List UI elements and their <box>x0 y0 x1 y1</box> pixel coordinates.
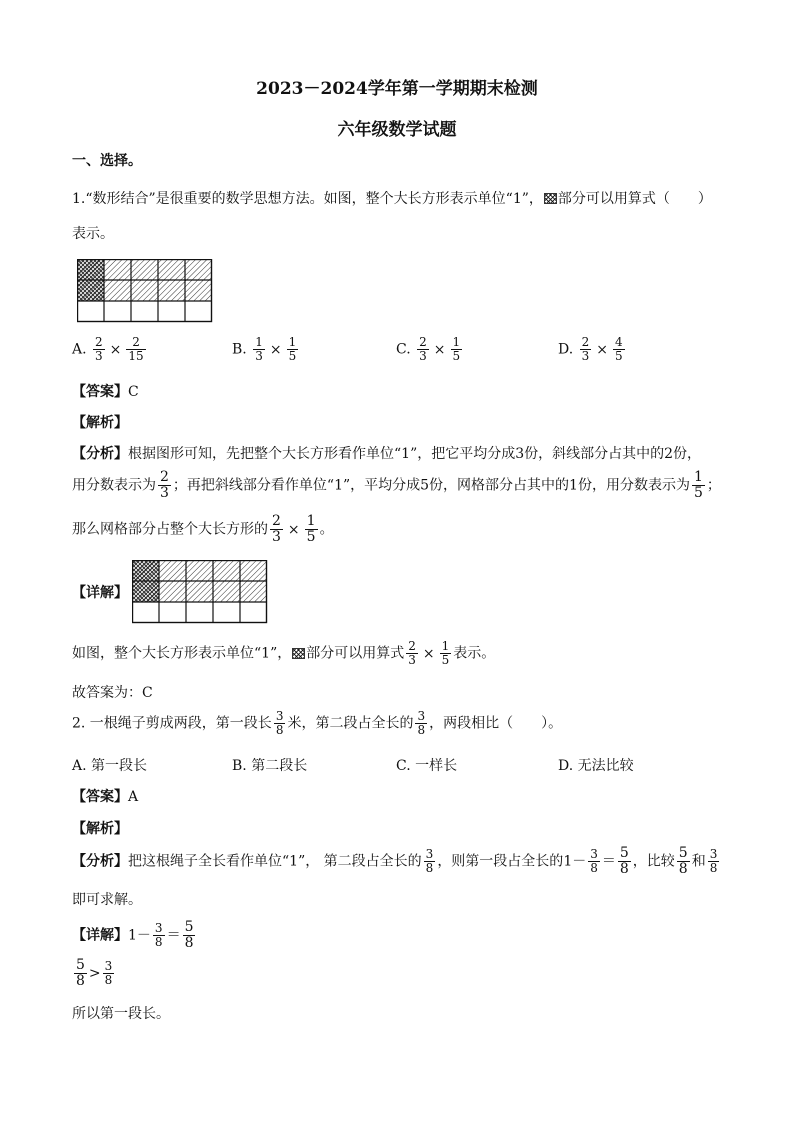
q1-option-d: D. $\frac{2}{3}$ × $\frac{4}{5}$ <box>558 335 623 363</box>
q2-detail-line: 【详解】1－ $\frac{3}{8}$ ＝ $\frac{5}{8}$ <box>72 919 194 951</box>
q2-answer: 【答案】A <box>72 789 139 805</box>
q2-option-b: B. 第二段长 <box>232 758 308 774</box>
q1-fenxi-line3: 那么网格部分占整个大长方形的 $\frac{2}{3}$ × $\frac{1}{5}$ 。 <box>72 513 334 545</box>
q2-stem: 2. 一根绳子剪成两段，第一段长 $\frac{3}{8}$ 米，第二段占全长的 $\frac{3}{8}$ ，两段相比（ ）。 <box>72 709 563 737</box>
q2-analysis-tag: 【解析】 <box>72 821 128 837</box>
q1-analysis-tag: 【解析】 <box>72 415 128 431</box>
q2-fenxi-line1: 【分析】把这根绳子全长看作单位“1”， 第二段占全长的 $\frac{3}{8}$ ，则第一段占全长的1－ $\frac{3}{8}$ ＝ $\frac{5}{8}$ ，比较 $\frac{5}{8}$ 和 $\frac{3}{8}$ <box>72 845 718 877</box>
q1-detail-tag: 【详解】 <box>72 585 128 601</box>
q1-detail-figure <box>132 560 268 624</box>
q1-detail-line: 如图，整个大长方形表示单位“1”， 部分可以用算式 $\frac{2}{3}$ × $\frac{1}{5}$ 表示。 <box>72 639 496 667</box>
q1-option-c: C. $\frac{2}{3}$ × $\frac{1}{5}$ <box>396 335 461 363</box>
page-title: 2023－2024学年第一学期期末检测 <box>256 79 538 99</box>
q1-answer: 【答案】C <box>72 384 139 400</box>
q2-fenxi-line2: 即可求解。 <box>72 892 142 908</box>
page-subtitle: 六年级数学试题 <box>337 120 457 140</box>
grid-pattern-icon <box>292 648 305 659</box>
grid-pattern-icon <box>544 193 557 204</box>
q1-figure <box>77 259 213 323</box>
q2-compare: $\frac{5}{8}$ > $\frac{3}{8}$ <box>76 957 113 989</box>
q1-stem: 1.“数形结合”是很重要的数学思想方法。如图，整个大长方形表示单位“1”， 部分可以用算式（ ） <box>72 191 712 207</box>
q1-conclusion: 故答案为：C <box>72 685 153 701</box>
section-heading: 一、选择。 <box>72 153 142 169</box>
q1-option-a: A. $\frac{2}{3}$ × $\frac{2}{15}$ <box>72 335 144 363</box>
q2-conclusion: 所以第一段长。 <box>72 1006 170 1022</box>
q2-option-d: D. 无法比较 <box>558 758 634 774</box>
q1-stem-end: 表示。 <box>72 226 114 242</box>
q1-fenxi-line1: 【分析】根据图形可知，先把整个大长方形看作单位“1”，把它平均分成3份，斜线部分占其中的2份， <box>72 446 702 462</box>
q2-option-c: C. 一样长 <box>396 758 458 774</box>
q2-option-a: A. 第一段长 <box>72 758 148 774</box>
q1-fenxi-line2: 用分数表示为 $\frac{2}{3}$ ；再把斜线部分看作单位“1”，平均分成5份，网格部分占其中的1份，用分数表示为 $\frac{1}{5}$ ； <box>72 469 721 501</box>
q1-option-b: B. $\frac{1}{3}$ × $\frac{1}{5}$ <box>232 335 297 363</box>
